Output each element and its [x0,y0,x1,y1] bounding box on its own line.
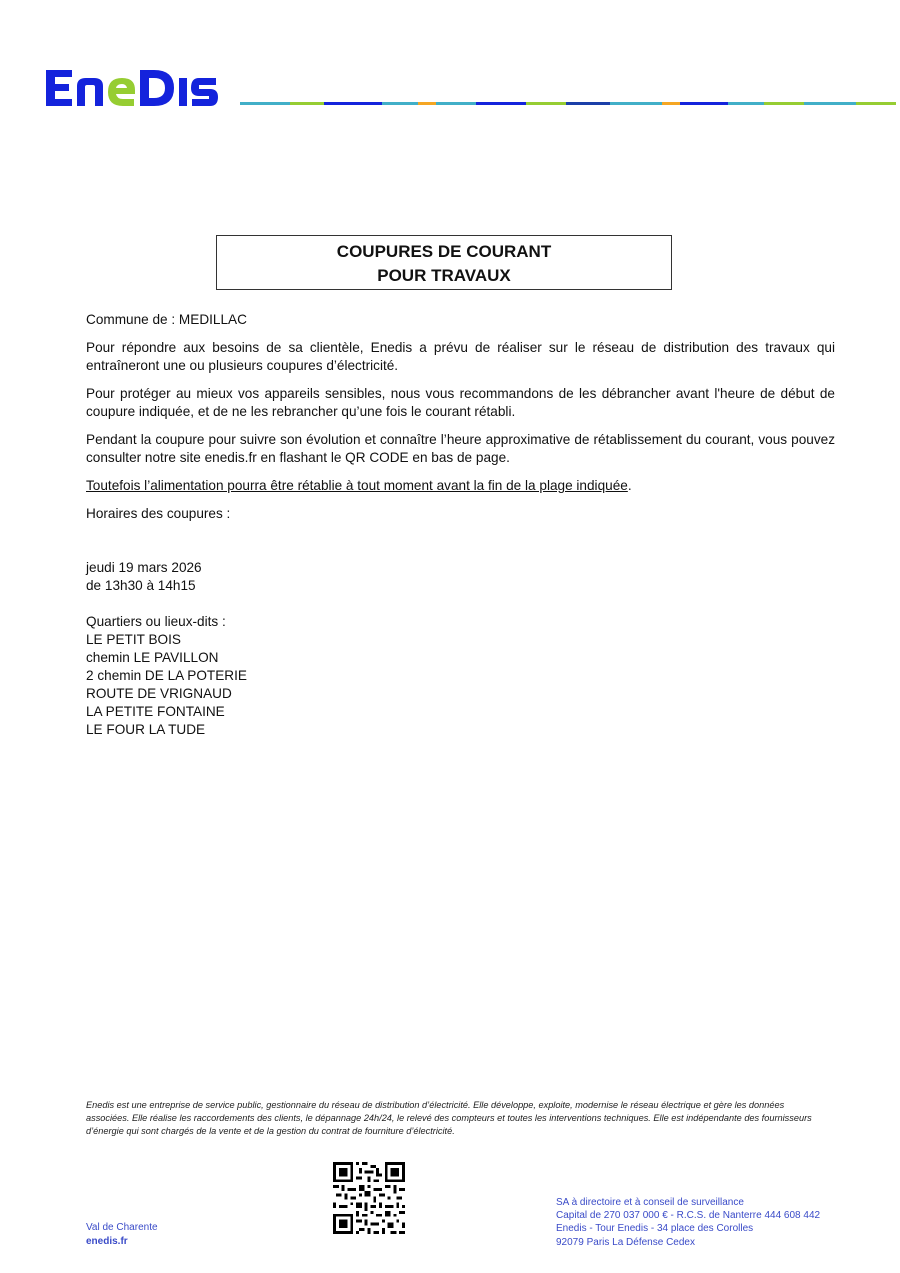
notice-underlined-text: Toutefois l’alimentation pourra être rétablie à tout moment avant la fin de la plage indiquée [86,478,628,493]
footer-legal-line: Enedis - Tour Enedis - 34 place des Corolles [556,1223,754,1235]
list-item: LA PETITE FONTAINE [86,704,225,719]
footer-left [86,1221,158,1249]
footer-region: Val de Charente [86,1222,158,1233]
notice-period: . [627,478,632,493]
horaires-label: Horaires des coupures : [86,506,231,521]
list-item: ROUTE DE VRIGNAUD [86,686,232,701]
qr-code[interactable] [333,1162,405,1234]
quartiers-list [86,613,835,739]
paragraph-besoins: Pour répondre aux besoins de sa clientèle, Enedis a prévu de réaliser sur le réseau de distribution des travaux qui entraîneront une ou plusieurs coupures d’électricité. [86,340,835,373]
list-item: chemin LE PAVILLON [86,650,219,665]
notice-body [86,311,835,739]
paragraph-suivi: Pendant la coupure pour suivre son évolution et connaître l’heure approximative de rétablissement du courant, vous pouvez consulter notre site enedis.fr en flashant le QR CODE en bas de page. [86,432,835,465]
schedule [86,559,835,595]
header-decorative-line [240,102,896,105]
title-line-1: COUPURES DE COURANT [336,242,552,261]
enedis-logo-icon [44,66,234,110]
footer-description: Enedis est une entreprise de service public, gestionnaire du réseau de distribution d’électricité. Elle développe, exploite, modernise le réseau électrique et gère les données associées. Elle réalise les raccordements des clients, le dépannage 24h/24, le relevé des compteurs et toutes les interventions techniques. Elle est indépendante des fournisseurs d’énergie qui sont chargés de la vente et de la gestion du contrat de fourniture d’électricité. [86,1100,812,1136]
commune: Commune de : MEDILLAC [86,312,247,327]
list-item: LE FOUR LA TUDE [86,722,206,737]
footer-website-link[interactable]: enedis.fr [86,1236,128,1247]
title-box [216,235,672,290]
footer-legal-line: Capital de 270 037 000 € - R.C.S. de Nanterre 444 608 442 [556,1210,821,1222]
enedis-logo [44,66,234,110]
footer-legal-line: SA à directoire et à conseil de surveillance [556,1197,744,1208]
footer-legal-line: 92079 Paris La Défense Cedex [556,1236,695,1248]
notice-retablissement [86,477,835,495]
qr-code-icon [333,1162,405,1234]
schedule-time: de 13h30 à 14h15 [86,578,196,593]
list-item: LE PETIT BOIS [86,632,181,647]
title-line-2: POUR TRAVAUX [377,266,511,285]
quartiers-label: Quartiers ou lieux-dits : [86,614,226,629]
list-item: 2 chemin DE LA POTERIE [86,668,247,683]
footer-legal [556,1196,820,1249]
paragraph-appareils: Pour protéger au mieux vos appareils sensibles, nous vous recommandons de les débrancher avant l'heure de début de coupure indiquée, et de ne les rebrancher qu’une fois le courant rétabli. [86,386,835,419]
schedule-date: jeudi 19 mars 2026 [86,560,202,575]
